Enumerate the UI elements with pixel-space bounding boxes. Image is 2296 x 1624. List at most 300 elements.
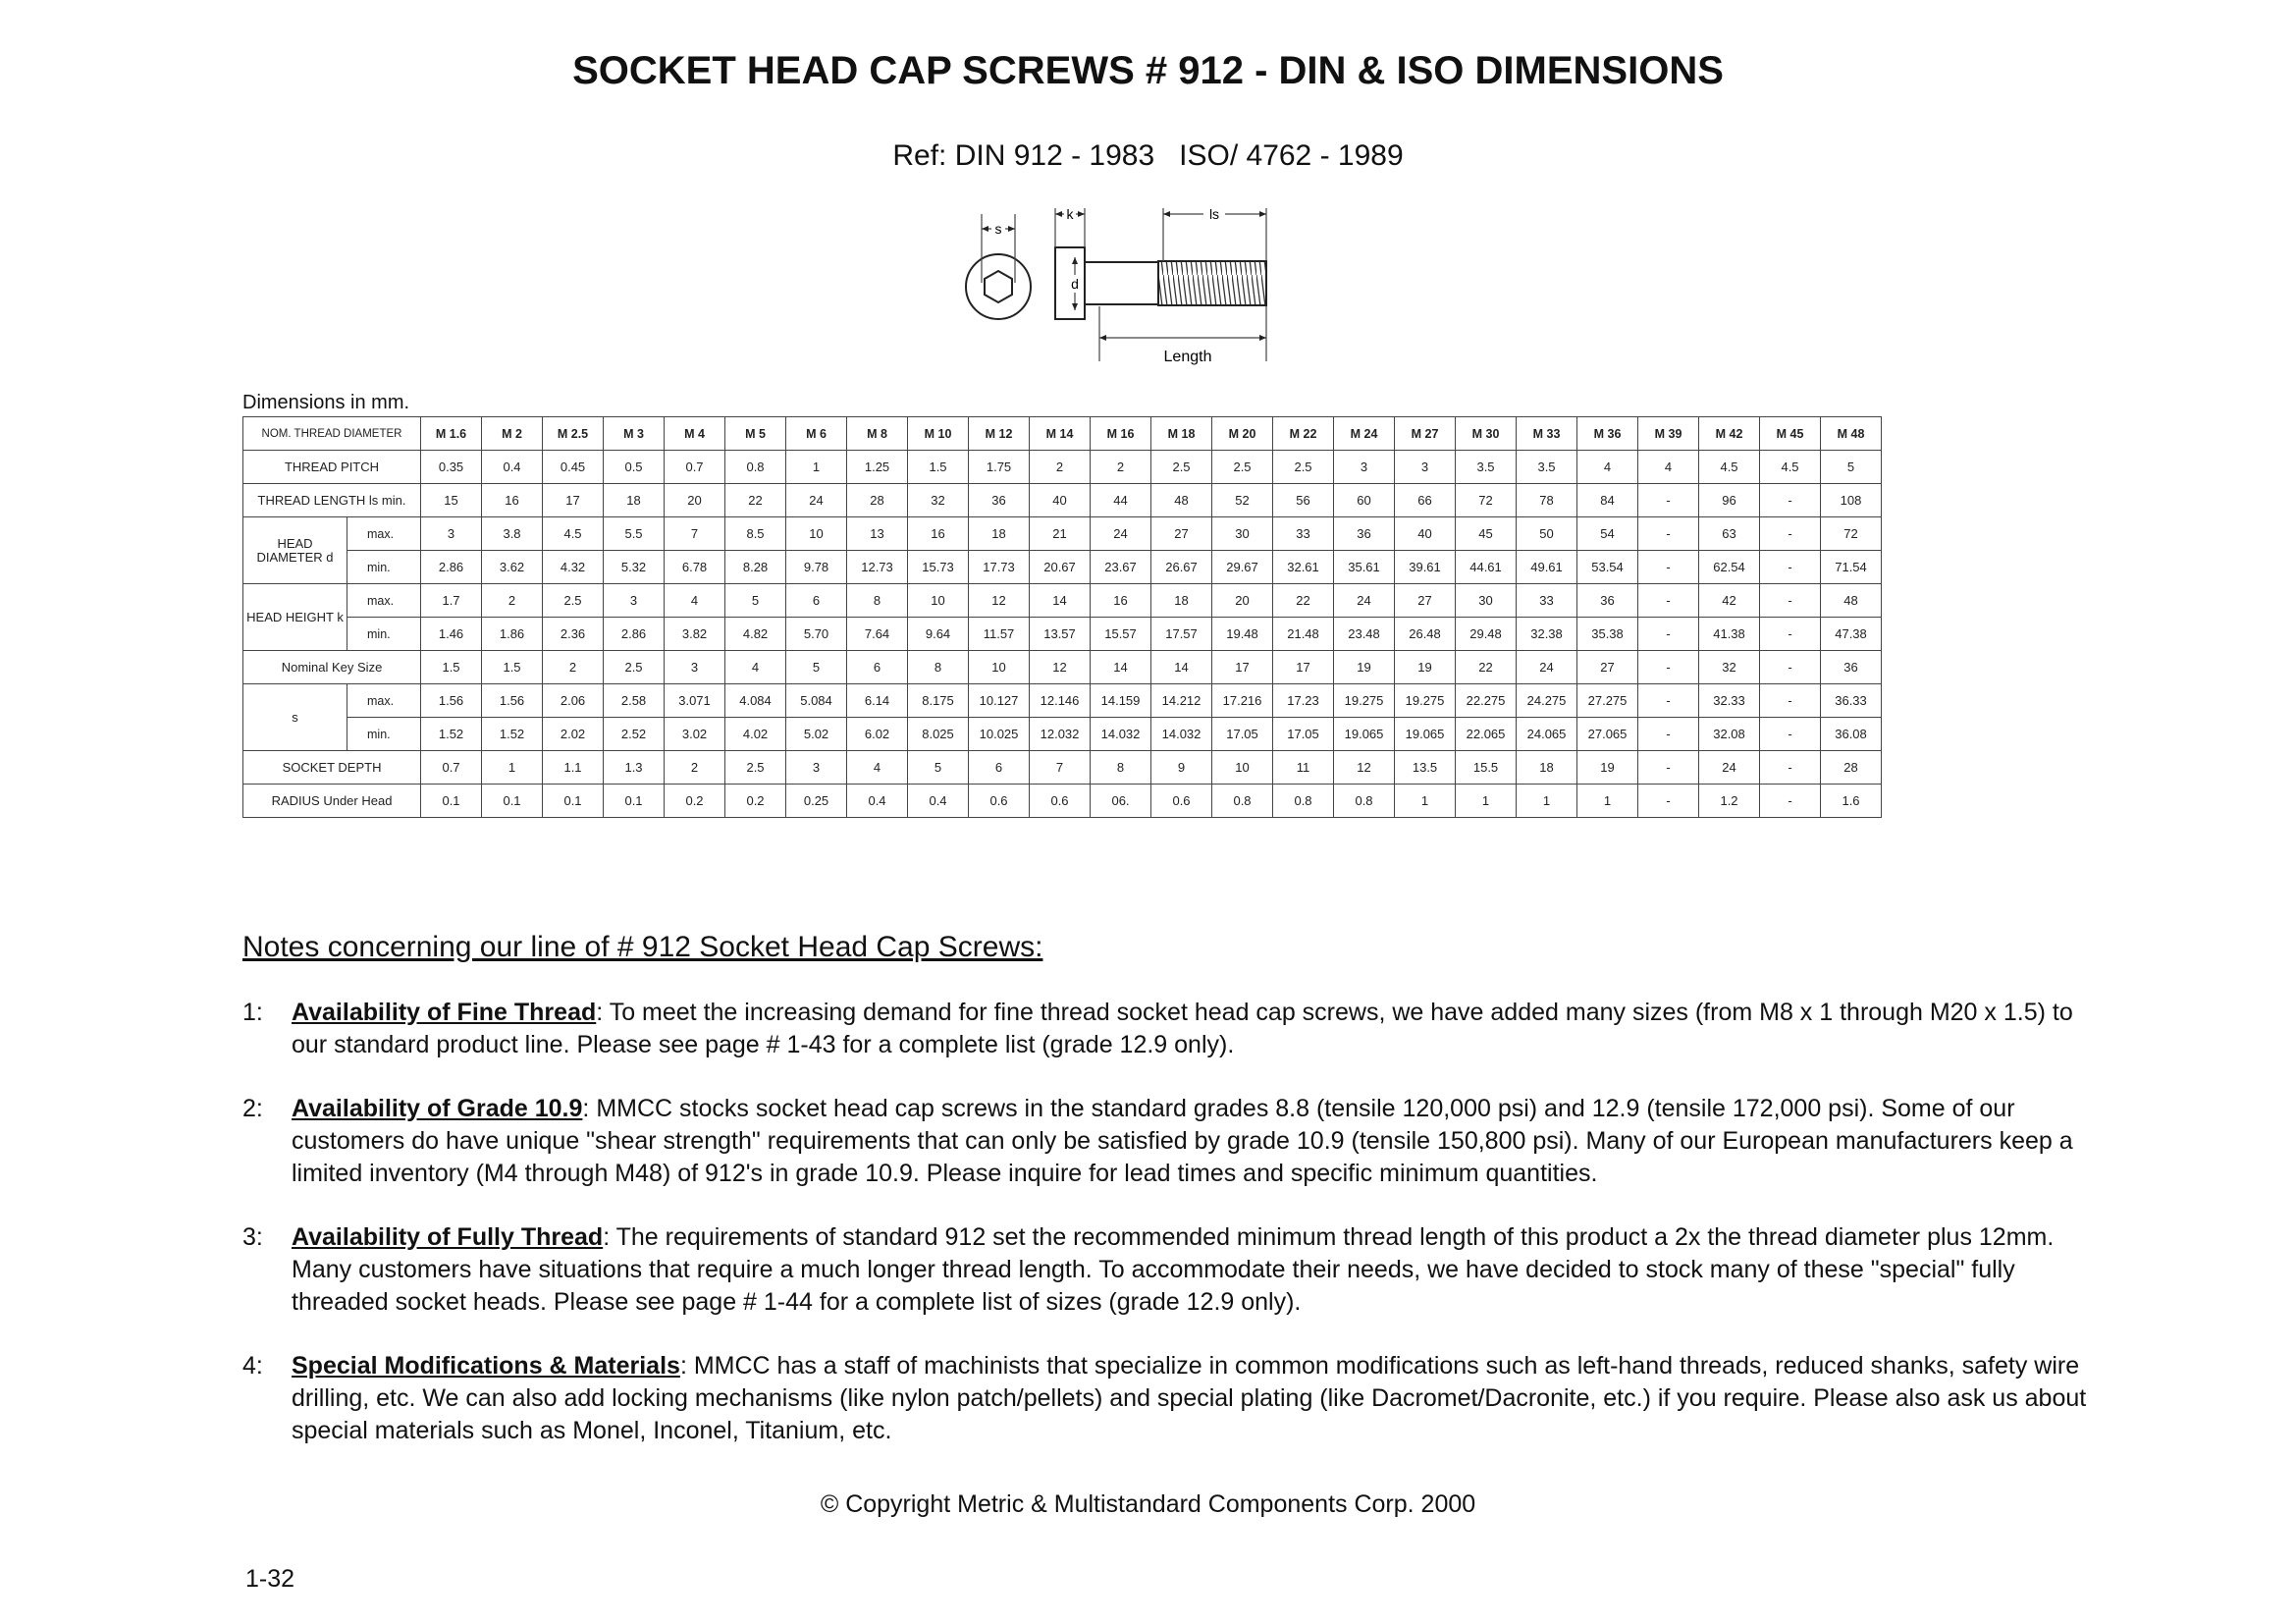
table-cell: 18 bbox=[1517, 751, 1577, 785]
table-cell: 4.32 bbox=[543, 551, 604, 584]
table-cell: 3 bbox=[665, 651, 725, 684]
table-cell: 22.065 bbox=[1456, 718, 1517, 751]
dimension-label-d: d bbox=[1071, 276, 1079, 292]
table-row bbox=[243, 618, 1882, 651]
table-cell: 39.61 bbox=[1395, 551, 1456, 584]
table-cell: - bbox=[1760, 584, 1821, 618]
table-cell: 2.5 bbox=[725, 751, 786, 785]
table-cell: - bbox=[1760, 517, 1821, 551]
table-cell: 8.025 bbox=[908, 718, 969, 751]
table-cell: 0.4 bbox=[482, 451, 543, 484]
table-cell: - bbox=[1638, 618, 1699, 651]
table-cell: 5.5 bbox=[604, 517, 665, 551]
table-cell: 4 bbox=[725, 651, 786, 684]
table-cell: 4 bbox=[1577, 451, 1638, 484]
table-cell: 22 bbox=[1273, 584, 1334, 618]
table-cell: 6 bbox=[847, 651, 908, 684]
table-cell: 3 bbox=[1395, 451, 1456, 484]
table-cell: 1.52 bbox=[482, 718, 543, 751]
table-cell: 3.02 bbox=[665, 718, 725, 751]
table-cell: 14.212 bbox=[1151, 684, 1212, 718]
table-row bbox=[243, 551, 1882, 584]
table-cell: 0.2 bbox=[665, 785, 725, 818]
table-cell: 6.78 bbox=[665, 551, 725, 584]
table-cell: - bbox=[1760, 484, 1821, 517]
table-cell: 66 bbox=[1395, 484, 1456, 517]
table-cell: - bbox=[1638, 584, 1699, 618]
table-cell: 36 bbox=[1577, 584, 1638, 618]
table-row bbox=[243, 484, 1882, 517]
table-cell: - bbox=[1638, 785, 1699, 818]
table-cell: 0.8 bbox=[1212, 785, 1273, 818]
table-cell: 27 bbox=[1395, 584, 1456, 618]
table-cell: - bbox=[1760, 718, 1821, 751]
table-cell: 1.5 bbox=[908, 451, 969, 484]
table-cell: 24.275 bbox=[1517, 684, 1577, 718]
table-cell: 1.52 bbox=[421, 718, 482, 751]
note-title: Availability of Fully Thread bbox=[292, 1223, 604, 1251]
table-cell: 47.38 bbox=[1821, 618, 1882, 651]
table-cell: 1.2 bbox=[1699, 785, 1760, 818]
table-cell: 1.75 bbox=[969, 451, 1030, 484]
table-cell: 1 bbox=[482, 751, 543, 785]
table-cell: 3.5 bbox=[1456, 451, 1517, 484]
table-cell: 4.82 bbox=[725, 618, 786, 651]
table-cell: 0.1 bbox=[482, 785, 543, 818]
table-cell: 24 bbox=[786, 484, 847, 517]
table-cell: 10 bbox=[969, 651, 1030, 684]
table-cell: 2.86 bbox=[604, 618, 665, 651]
table-cell: 2.52 bbox=[604, 718, 665, 751]
note-number: 2: bbox=[242, 1095, 263, 1122]
table-cell: 40 bbox=[1395, 517, 1456, 551]
table-row bbox=[243, 785, 1882, 818]
table-cell: 0.25 bbox=[786, 785, 847, 818]
table-cell: 1.56 bbox=[482, 684, 543, 718]
table-cell: 21 bbox=[1030, 517, 1091, 551]
table-cell: 71.54 bbox=[1821, 551, 1882, 584]
dimensions-table bbox=[242, 416, 1882, 818]
table-cell: 14.032 bbox=[1091, 718, 1151, 751]
table-cell: 19 bbox=[1395, 651, 1456, 684]
table-cell: - bbox=[1638, 684, 1699, 718]
table-cell: 0.2 bbox=[725, 785, 786, 818]
table-cell: 17 bbox=[1212, 651, 1273, 684]
table-cell: 3 bbox=[421, 517, 482, 551]
table-cell: 6 bbox=[786, 584, 847, 618]
dimension-label-ls: ls bbox=[1208, 206, 1220, 222]
table-cell: 10 bbox=[786, 517, 847, 551]
table-cell: 4.5 bbox=[1699, 451, 1760, 484]
table-cell: 11.57 bbox=[969, 618, 1030, 651]
table-cell: 63 bbox=[1699, 517, 1760, 551]
size-header: M 48 bbox=[1821, 417, 1882, 451]
table-cell: 0.1 bbox=[543, 785, 604, 818]
note-title: Special Modifications & Materials bbox=[292, 1352, 680, 1380]
table-cell: 19.065 bbox=[1395, 718, 1456, 751]
note-number: 3: bbox=[242, 1223, 263, 1251]
table-cell: 23.67 bbox=[1091, 551, 1151, 584]
table-cell: 20 bbox=[1212, 584, 1273, 618]
size-header: M 42 bbox=[1699, 417, 1760, 451]
size-header: M 10 bbox=[908, 417, 969, 451]
screw-dimension-diagram bbox=[942, 196, 1374, 373]
table-cell: 36 bbox=[969, 484, 1030, 517]
table-cell: 3.82 bbox=[665, 618, 725, 651]
table-cell: 18 bbox=[1151, 584, 1212, 618]
table-cell: 12.73 bbox=[847, 551, 908, 584]
table-cell: 12 bbox=[969, 584, 1030, 618]
table-cell: 24 bbox=[1334, 584, 1395, 618]
table-cell: 62.54 bbox=[1699, 551, 1760, 584]
note-text: : To meet the increasing demand for fine thread socket head cap screws, we have added many sizes (from M8 x 1 through M20 x 1.5) to our standard product line. Please see page # 1-43 for a complete list (grade 12.9 only). bbox=[292, 999, 2073, 1058]
table-cell: 5.32 bbox=[604, 551, 665, 584]
table-cell: 15 bbox=[421, 484, 482, 517]
table-cell: 50 bbox=[1517, 517, 1577, 551]
row-label: THREAD LENGTH ls min. bbox=[243, 484, 421, 517]
table-cell: 13.5 bbox=[1395, 751, 1456, 785]
table-cell: 17.216 bbox=[1212, 684, 1273, 718]
table-cell: 9.64 bbox=[908, 618, 969, 651]
table-cell: 0.8 bbox=[1273, 785, 1334, 818]
note-item bbox=[242, 1221, 2088, 1319]
dimension-label-s: s bbox=[994, 221, 1002, 237]
table-cell: - bbox=[1760, 651, 1821, 684]
table-cell: 1 bbox=[1395, 785, 1456, 818]
dimension-label-length: Length bbox=[1163, 349, 1212, 365]
table-cell: 8.28 bbox=[725, 551, 786, 584]
table-cell: 3.071 bbox=[665, 684, 725, 718]
table-cell: 20.67 bbox=[1030, 551, 1091, 584]
table-cell: 1 bbox=[786, 451, 847, 484]
table-cell: 3 bbox=[1334, 451, 1395, 484]
table-cell: 44 bbox=[1091, 484, 1151, 517]
table-cell: 35.38 bbox=[1577, 618, 1638, 651]
size-header: M 24 bbox=[1334, 417, 1395, 451]
table-cell: 1.1 bbox=[543, 751, 604, 785]
table-cell: 6.02 bbox=[847, 718, 908, 751]
table-cell: 72 bbox=[1821, 517, 1882, 551]
table-cell: 15.57 bbox=[1091, 618, 1151, 651]
size-header: M 27 bbox=[1395, 417, 1456, 451]
note-title: Availability of Fine Thread bbox=[292, 999, 597, 1026]
table-cell: 2 bbox=[1091, 451, 1151, 484]
table-cell: 32.61 bbox=[1273, 551, 1334, 584]
table-cell: 27 bbox=[1151, 517, 1212, 551]
table-cell: 6 bbox=[969, 751, 1030, 785]
table-cell: 1.5 bbox=[421, 651, 482, 684]
table-cell: 27 bbox=[1577, 651, 1638, 684]
table-cell: 6.14 bbox=[847, 684, 908, 718]
table-row bbox=[243, 517, 1882, 551]
table-cell: 7 bbox=[665, 517, 725, 551]
size-header: M 12 bbox=[969, 417, 1030, 451]
note-number: 1: bbox=[242, 999, 263, 1026]
table-cell: 14.032 bbox=[1151, 718, 1212, 751]
table-cell: 24 bbox=[1699, 751, 1760, 785]
table-cell: 2.02 bbox=[543, 718, 604, 751]
table-cell: 3 bbox=[604, 584, 665, 618]
size-header: M 22 bbox=[1273, 417, 1334, 451]
table-cell: 30 bbox=[1456, 584, 1517, 618]
table-cell: 1.46 bbox=[421, 618, 482, 651]
table-cell: 24 bbox=[1091, 517, 1151, 551]
table-header-row bbox=[243, 417, 1882, 451]
table-cell: 17.73 bbox=[969, 551, 1030, 584]
size-header: M 1.6 bbox=[421, 417, 482, 451]
table-row bbox=[243, 651, 1882, 684]
table-cell: 56 bbox=[1273, 484, 1334, 517]
sub-label: max. bbox=[347, 684, 421, 718]
table-cell: 36 bbox=[1821, 651, 1882, 684]
table-cell: 0.1 bbox=[604, 785, 665, 818]
table-cell: 06. bbox=[1091, 785, 1151, 818]
table-cell: 17 bbox=[543, 484, 604, 517]
table-cell: 33 bbox=[1517, 584, 1577, 618]
table-cell: 2.58 bbox=[604, 684, 665, 718]
table-cell: 1 bbox=[1517, 785, 1577, 818]
table-cell: 1 bbox=[1456, 785, 1517, 818]
note-item bbox=[242, 1350, 2088, 1447]
table-cell: 32 bbox=[1699, 651, 1760, 684]
table-cell: 13.57 bbox=[1030, 618, 1091, 651]
row-label: Nominal Key Size bbox=[243, 651, 421, 684]
page-number: 1-32 bbox=[245, 1565, 295, 1593]
table-cell: 17 bbox=[1273, 651, 1334, 684]
table-cell: 12.032 bbox=[1030, 718, 1091, 751]
table-cell: 15.5 bbox=[1456, 751, 1517, 785]
table-cell: 30 bbox=[1212, 517, 1273, 551]
table-cell: 10.127 bbox=[969, 684, 1030, 718]
table-cell: - bbox=[1638, 517, 1699, 551]
sub-label: min. bbox=[347, 551, 421, 584]
reference-standards: Ref: DIN 912 - 1983 ISO/ 4762 - 1989 bbox=[892, 139, 1404, 172]
page-title: SOCKET HEAD CAP SCREWS # 912 - DIN & ISO DIMENSIONS bbox=[572, 49, 1724, 92]
size-header: M 18 bbox=[1151, 417, 1212, 451]
table-cell: 15.73 bbox=[908, 551, 969, 584]
table-cell: 17.23 bbox=[1273, 684, 1334, 718]
table-cell: 14 bbox=[1030, 584, 1091, 618]
table-cell: 21.48 bbox=[1273, 618, 1334, 651]
table-cell: 28 bbox=[1821, 751, 1882, 785]
table-row bbox=[243, 684, 1882, 718]
group-label: HEAD HEIGHT k bbox=[243, 584, 347, 651]
table-cell: 53.54 bbox=[1577, 551, 1638, 584]
head-end-view bbox=[966, 214, 1031, 319]
table-cell: 2.5 bbox=[1151, 451, 1212, 484]
table-cell: - bbox=[1638, 484, 1699, 517]
table-cell: 0.4 bbox=[847, 785, 908, 818]
table-cell: 1.86 bbox=[482, 618, 543, 651]
units-note: Dimensions in mm. bbox=[242, 392, 410, 413]
table-cell: 0.7 bbox=[665, 451, 725, 484]
table-cell: 5 bbox=[1821, 451, 1882, 484]
table-cell: 28 bbox=[847, 484, 908, 517]
table-cell: 13 bbox=[847, 517, 908, 551]
size-header: M 14 bbox=[1030, 417, 1091, 451]
table-cell: 11 bbox=[1273, 751, 1334, 785]
table-cell: 54 bbox=[1577, 517, 1638, 551]
table-cell: 1.3 bbox=[604, 751, 665, 785]
table-cell: 40 bbox=[1030, 484, 1091, 517]
table-cell: 33 bbox=[1273, 517, 1334, 551]
table-row bbox=[243, 718, 1882, 751]
group-label: HEAD DIAMETER d bbox=[243, 517, 347, 584]
table-cell: 19 bbox=[1334, 651, 1395, 684]
table-cell: 2.5 bbox=[1212, 451, 1273, 484]
table-cell: 32.08 bbox=[1699, 718, 1760, 751]
table-cell: 3.5 bbox=[1517, 451, 1577, 484]
table-cell: 8 bbox=[1091, 751, 1151, 785]
table-cell: 4 bbox=[665, 584, 725, 618]
size-header: M 39 bbox=[1638, 417, 1699, 451]
table-cell: 96 bbox=[1699, 484, 1760, 517]
table-cell: 1.56 bbox=[421, 684, 482, 718]
table-cell: 1.6 bbox=[1821, 785, 1882, 818]
table-cell: 8 bbox=[847, 584, 908, 618]
header-label: NOM. THREAD DIAMETER bbox=[243, 417, 421, 451]
table-cell: 16 bbox=[908, 517, 969, 551]
table-row bbox=[243, 584, 1882, 618]
table-cell: 24.065 bbox=[1517, 718, 1577, 751]
table-cell: 17.05 bbox=[1212, 718, 1273, 751]
table-cell: 45 bbox=[1456, 517, 1517, 551]
table-cell: 35.61 bbox=[1334, 551, 1395, 584]
sub-label: max. bbox=[347, 584, 421, 618]
notes-list bbox=[242, 997, 2088, 1479]
table-cell: 36.08 bbox=[1821, 718, 1882, 751]
table-cell: 10 bbox=[1212, 751, 1273, 785]
table-cell: 0.8 bbox=[1334, 785, 1395, 818]
table-cell: 2.86 bbox=[421, 551, 482, 584]
table-cell: 1.25 bbox=[847, 451, 908, 484]
table-cell: 52 bbox=[1212, 484, 1273, 517]
note-text: : MMCC has a staff of machinists that specialize in common modifications such as left-hand threads, reduced shanks, safety wire drilling, etc. We can also add locking mechanisms (like nylon patch/pellets) and special plating (like Dacromet/Dacronite, etc.) if you require. Please also ask us about special materials such as Monel, Inconel, Titanium, etc. bbox=[292, 1352, 2087, 1444]
table-cell: 8 bbox=[908, 651, 969, 684]
table-cell: 4.084 bbox=[725, 684, 786, 718]
table-cell: 29.48 bbox=[1456, 618, 1517, 651]
table-cell: 72 bbox=[1456, 484, 1517, 517]
table-cell: 26.67 bbox=[1151, 551, 1212, 584]
table-cell: 24 bbox=[1517, 651, 1577, 684]
table-cell: 5 bbox=[725, 584, 786, 618]
table-cell: 36.33 bbox=[1821, 684, 1882, 718]
table-cell: 12 bbox=[1030, 651, 1091, 684]
notes-heading: Notes concerning our line of # 912 Socket Head Cap Screws: bbox=[242, 931, 1043, 963]
table-cell: 32.38 bbox=[1517, 618, 1577, 651]
table-cell: 32 bbox=[908, 484, 969, 517]
table-cell: 22 bbox=[725, 484, 786, 517]
table-row bbox=[243, 451, 1882, 484]
table-cell: 2 bbox=[543, 651, 604, 684]
table-cell: 19 bbox=[1577, 751, 1638, 785]
table-cell: 14.159 bbox=[1091, 684, 1151, 718]
table-cell: 0.35 bbox=[421, 451, 482, 484]
table-cell: 0.4 bbox=[908, 785, 969, 818]
table-row bbox=[243, 751, 1882, 785]
table-cell: 32.33 bbox=[1699, 684, 1760, 718]
size-header: M 33 bbox=[1517, 417, 1577, 451]
table-cell: 9 bbox=[1151, 751, 1212, 785]
table-cell: 5.70 bbox=[786, 618, 847, 651]
table-cell: 5 bbox=[908, 751, 969, 785]
table-cell: 22.275 bbox=[1456, 684, 1517, 718]
table-cell: 27.065 bbox=[1577, 718, 1638, 751]
table-cell: 10 bbox=[908, 584, 969, 618]
note-item bbox=[242, 1093, 2088, 1190]
table-cell: 48 bbox=[1151, 484, 1212, 517]
table-cell: 22 bbox=[1456, 651, 1517, 684]
table-cell: 4.5 bbox=[543, 517, 604, 551]
table-cell: 3.62 bbox=[482, 551, 543, 584]
table-cell: - bbox=[1760, 785, 1821, 818]
table-cell: 36 bbox=[1334, 517, 1395, 551]
table-cell: 4 bbox=[1638, 451, 1699, 484]
table-cell: - bbox=[1760, 551, 1821, 584]
table-cell: 3.8 bbox=[482, 517, 543, 551]
table-cell: 27.275 bbox=[1577, 684, 1638, 718]
table-cell: 42 bbox=[1699, 584, 1760, 618]
size-header: M 2.5 bbox=[543, 417, 604, 451]
table-cell: 108 bbox=[1821, 484, 1882, 517]
copyright-notice: © Copyright Metric & Multistandard Components Corp. 2000 bbox=[820, 1490, 1476, 1518]
table-cell: 78 bbox=[1517, 484, 1577, 517]
size-header: M 4 bbox=[665, 417, 725, 451]
table-cell: 4.5 bbox=[1760, 451, 1821, 484]
table-cell: 4.02 bbox=[725, 718, 786, 751]
table-cell: 0.6 bbox=[1030, 785, 1091, 818]
table-cell: 44.61 bbox=[1456, 551, 1517, 584]
note-text: : MMCC stocks socket head cap screws in the standard grades 8.8 (tensile 120,000 psi) and 12.9 (tensile 172,000 psi). Some of our customers do have unique "shear strength" requirements that can only be satisfied by grade 10.9 (tensile 150,800 psi). Many of our European manufacturers keep a limited inventory (M4 through M48) of 912's in grade 10.9. Please inquire for lead times and specific minimum quantities. bbox=[292, 1095, 2073, 1187]
table-cell: 19.065 bbox=[1334, 718, 1395, 751]
table-cell: 16 bbox=[482, 484, 543, 517]
table-cell: 19.48 bbox=[1212, 618, 1273, 651]
table-cell: 1.7 bbox=[421, 584, 482, 618]
note-title: Availability of Grade 10.9 bbox=[292, 1095, 583, 1122]
table-cell: 20 bbox=[665, 484, 725, 517]
table-cell: - bbox=[1760, 684, 1821, 718]
table-cell: 0.1 bbox=[421, 785, 482, 818]
row-label: THREAD PITCH bbox=[243, 451, 421, 484]
group-label: s bbox=[243, 684, 347, 751]
size-header: M 8 bbox=[847, 417, 908, 451]
table-cell: 60 bbox=[1334, 484, 1395, 517]
table-cell: 2 bbox=[482, 584, 543, 618]
size-header: M 6 bbox=[786, 417, 847, 451]
table-cell: 17.05 bbox=[1273, 718, 1334, 751]
table-cell: 0.6 bbox=[1151, 785, 1212, 818]
table-cell: 84 bbox=[1577, 484, 1638, 517]
table-cell: 0.5 bbox=[604, 451, 665, 484]
row-label: SOCKET DEPTH bbox=[243, 751, 421, 785]
table-cell: 2.5 bbox=[604, 651, 665, 684]
table-cell: 0.7 bbox=[421, 751, 482, 785]
table-cell: 19.275 bbox=[1395, 684, 1456, 718]
size-header: M 45 bbox=[1760, 417, 1821, 451]
table-cell: 49.61 bbox=[1517, 551, 1577, 584]
table-cell: 2 bbox=[1030, 451, 1091, 484]
table-cell: 3 bbox=[786, 751, 847, 785]
table-cell: 2.5 bbox=[1273, 451, 1334, 484]
size-header: M 3 bbox=[604, 417, 665, 451]
table-cell: 5.02 bbox=[786, 718, 847, 751]
screw-side-view bbox=[1055, 205, 1266, 365]
table-cell: - bbox=[1638, 751, 1699, 785]
table-cell: 5 bbox=[786, 651, 847, 684]
table-cell: 8.175 bbox=[908, 684, 969, 718]
table-cell: 2.06 bbox=[543, 684, 604, 718]
table-cell: - bbox=[1638, 551, 1699, 584]
